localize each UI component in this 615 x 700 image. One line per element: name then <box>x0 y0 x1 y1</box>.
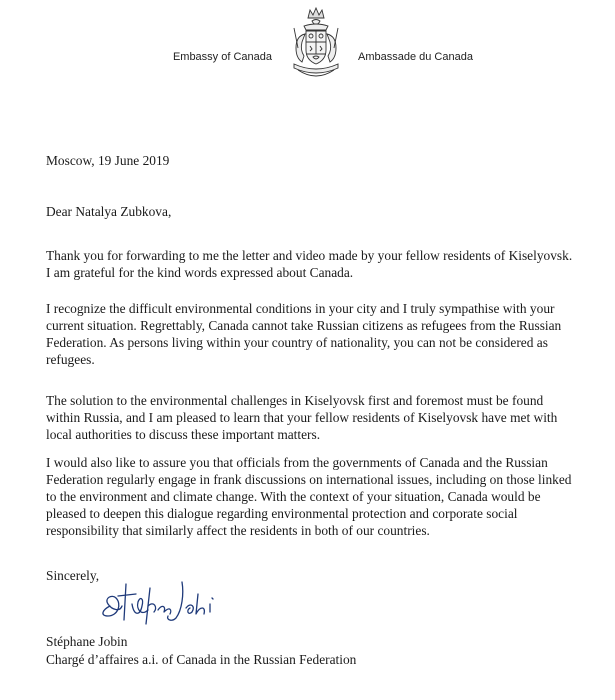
handwritten-signature-icon <box>96 576 226 630</box>
signer-name: Stéphane Jobin <box>46 634 128 649</box>
closing: Sincerely, <box>46 568 100 583</box>
embassy-name-french: Ambassade du Canada <box>358 51 473 63</box>
embassy-name-english: Embassy of Canada <box>172 51 272 63</box>
body-paragraph: I would also like to assure you that officials from the governments of Canada and the Russian Federation regularly engage in frank discussions on international issues, including on those linked to the environment and climate change. With the context of your situation, Canada would be pleased to deepen this dialogue regarding environmental protection and corporate social responsibility that similarly affect the residents in both of our countries. <box>46 455 572 538</box>
body-paragraph: Thank you for forwarding to me the letter and video made by your fellow residents of Kiselyovsk. I am grateful for the kind words expressed about Canada. <box>46 248 573 280</box>
salutation: Dear Natalya Zubkova, <box>46 204 172 219</box>
letter-date: Moscow, 19 June 2019 <box>46 153 170 168</box>
coat-of-arms-icon <box>284 4 348 84</box>
body-paragraph: I recognize the difficult environmental conditions in your city and I truly sympathise with your current situation. Regrettably, Canada cannot take Russian citizens as refugees from the Russian Federation. As persons living within your country of nationality, you can not be considered as refugees. <box>46 301 562 367</box>
body-paragraph: The solution to the environmental challenges in Kiselyovsk first and foremost must be found within Russia, and I am pleased to learn that your fellow residents of Kiselyovsk have met with local authorities to discuss these important matters. <box>46 393 558 442</box>
letterhead <box>0 0 615 90</box>
signer-title: Chargé d’affaires a.i. of Canada in the Russian Federation <box>46 652 357 667</box>
